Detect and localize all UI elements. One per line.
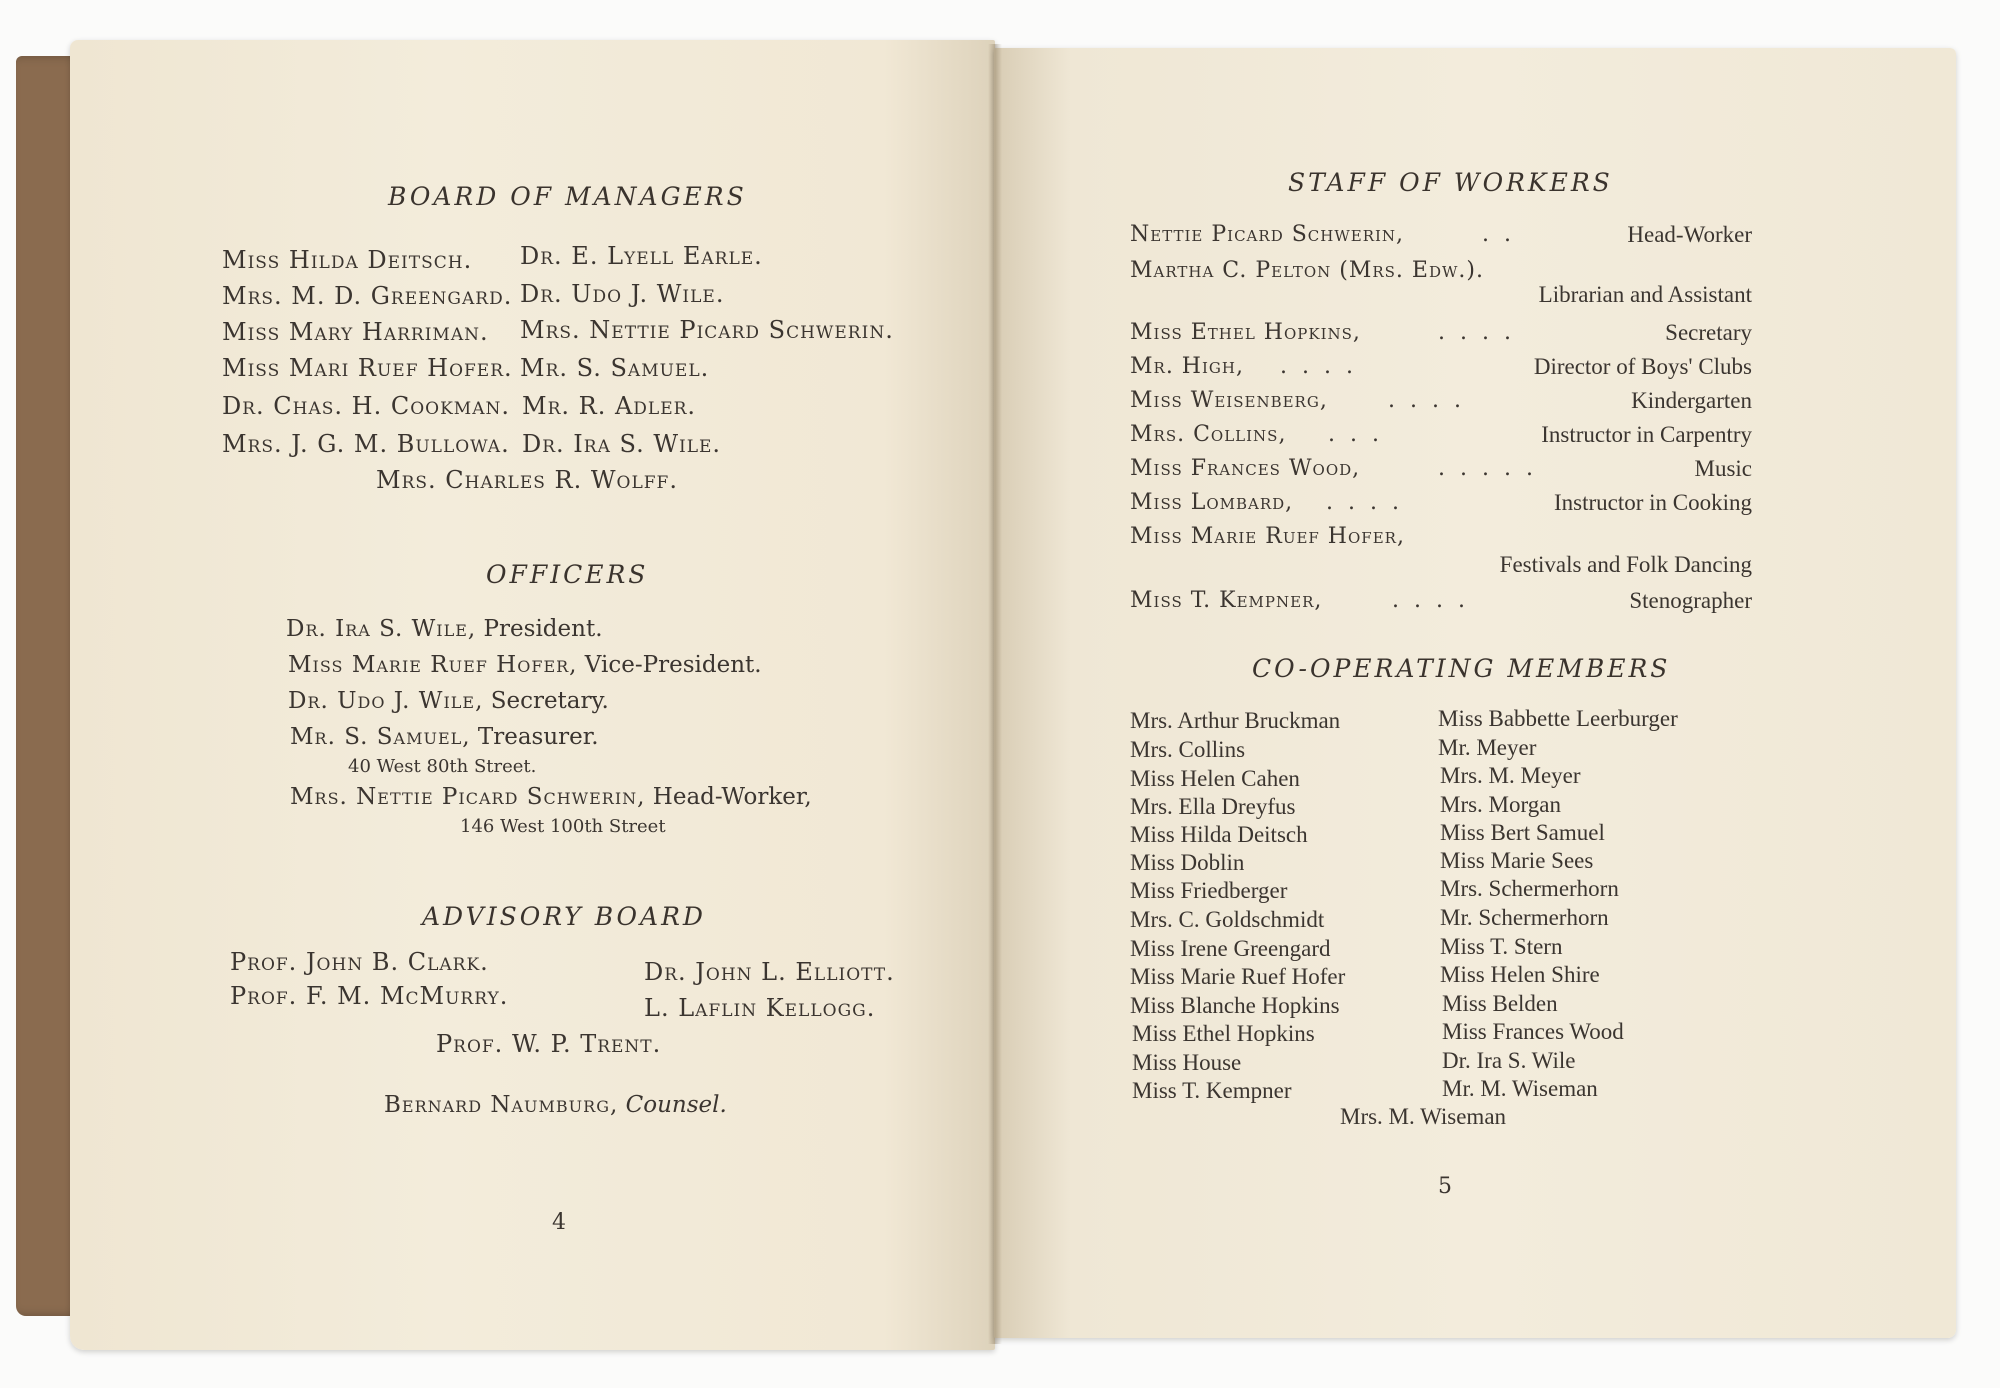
staff-row [1130,524,1752,554]
staff-row [1130,588,1752,618]
staff-name: Mr. High, [1130,354,1244,379]
member-name: Miss Ethel Hopkins [1132,1021,1315,1046]
advisory-member: Prof. F. M. McMurry. [230,982,509,1010]
staff-role: Instructor in Carpentry [1541,422,1752,447]
member-name: Mr. M. Wiseman [1442,1076,1598,1101]
member-name: Miss Helen Cahen [1130,766,1300,791]
leader-dots: . . . . [1392,588,1469,613]
board-member: Miss Mary Harriman. [222,318,489,346]
officer-name: Mrs. Nettie Picard Schwerin, [290,784,646,810]
staff-name: Miss Lombard, [1130,490,1294,515]
staff-role: Music [1694,456,1752,481]
staff-role: Instructor in Cooking [1553,490,1752,515]
staff-name: Miss Frances Wood, [1130,456,1361,481]
staff-name: Miss Ethel Hopkins, [1130,320,1361,345]
staff-role: Head-Worker [1627,222,1752,247]
counsel-name: Bernard Naumburg, [384,1092,619,1118]
officer-president [286,616,603,642]
book-gutter [988,44,1002,1344]
staff-of-workers-title: STAFF OF WORKERS [1288,168,1613,197]
member-name: Miss Bert Samuel [1440,820,1605,845]
member-name: Miss T. Stern [1440,934,1563,959]
member-name: Mrs. Ella Dreyfus [1130,794,1296,819]
board-member: Mrs. Nettie Picard Schwerin. [520,316,894,344]
counsel-line [384,1092,727,1118]
advisory-member: L. Laflin Kellogg. [644,994,876,1022]
member-name: Mr. Schermerhorn [1440,905,1609,930]
staff-name: Mrs. Collins, [1130,422,1287,447]
page-number-left: 4 [552,1210,566,1235]
member-name: Mrs. Collins [1130,737,1246,762]
officer-secretary [288,688,609,714]
board-of-managers-title: BOARD OF MANAGERS [388,182,747,211]
officer-role: Secretary. [483,688,609,714]
staff-row [1130,456,1752,486]
page-number-right: 5 [1438,1174,1452,1199]
board-member: Dr. Udo J. Wile. [520,280,725,308]
member-name: Miss Doblin [1130,850,1245,875]
staff-row [1130,320,1752,350]
board-member: Miss Mari Ruef Hofer. [222,354,513,382]
board-member: Mr. R. Adler. [522,392,697,420]
member-name: Miss T. Kempner [1132,1078,1292,1103]
member-name: Mrs. C. Goldschmidt [1130,907,1325,932]
staff-row [1130,388,1752,418]
staff-row [1130,422,1752,452]
leader-dots: . . . . [1280,354,1357,379]
staff-name: Miss T. Kempner, [1130,588,1323,613]
officer-role: Treasurer. [470,724,599,750]
leader-dots: . . . . [1438,320,1515,345]
member-name: Mrs. Schermerhorn [1440,876,1619,901]
member-name: Mrs. M. Meyer [1440,763,1581,788]
staff-role: Secretary [1665,320,1752,345]
member-name: Mrs. Arthur Bruckman [1130,708,1341,733]
counsel-role: Counsel. [625,1092,727,1118]
officer-head-worker [290,784,812,810]
officer-role: President. [476,616,603,642]
staff-row [1130,282,1752,312]
board-member: Mrs. Charles R. Wolff. [376,466,678,494]
officer-name: Miss Marie Ruef Hofer, [288,652,578,678]
advisory-member: Dr. John L. Elliott. [644,958,895,986]
officer-role: Head-Worker, [645,784,812,810]
member-name: Miss Babbette Leerburger [1438,706,1678,731]
board-member: Mrs. J. G. M. Bullowa. [222,430,510,458]
member-name: Mrs. M. Wiseman [1340,1104,1507,1129]
member-name: Miss House [1132,1050,1242,1075]
officer-name: Dr. Ira S. Wile, [286,616,477,642]
cooperating-members-title: CO-OPERATING MEMBERS [1252,654,1671,683]
staff-row [1130,354,1752,384]
leader-dots: . . . [1328,422,1383,447]
member-name: Miss Marie Sees [1440,848,1594,873]
officer-name: Dr. Udo J. Wile, [288,688,484,714]
leader-dots: . . . . [1388,388,1465,413]
member-name: Miss Irene Greengard [1130,936,1331,961]
advisory-member: Prof. W. P. Trent. [436,1030,662,1058]
member-name: Miss Friedberger [1130,878,1288,903]
staff-role: Kindergarten [1631,388,1752,413]
treasurer-address: 40 West 80th Street. [348,756,537,777]
board-member: Dr. E. Lyell Earle. [520,242,763,270]
staff-row [1130,222,1752,252]
staff-name: Martha C. Pelton (Mrs. Edw.). [1130,258,1484,283]
staff-role: Stenographer [1629,588,1752,613]
board-member: Dr. Chas. H. Cookman. [222,392,510,420]
staff-role: Festivals and Folk Dancing [1499,552,1752,577]
member-name: Miss Belden [1442,991,1558,1016]
staff-name: Miss Marie Ruef Hofer, [1130,524,1405,549]
staff-name: Miss Weisenberg, [1130,388,1328,413]
member-name: Mr. Meyer [1438,735,1537,760]
member-name: Miss Hilda Deitsch [1130,822,1308,847]
board-member: Mrs. M. D. Greengard. [222,282,513,310]
leader-dots: . . . . [1326,490,1403,515]
staff-row [1130,552,1752,582]
advisory-member: Prof. John B. Clark. [230,948,489,976]
member-name: Dr. Ira S. Wile [1442,1048,1576,1073]
board-member: Dr. Ira S. Wile. [522,430,722,458]
officers-title: OFFICERS [486,560,649,589]
officer-role: Vice-President. [577,652,762,678]
head-worker-address: 146 West 100th Street [460,816,666,837]
officer-treasurer [290,724,599,750]
board-member: Miss Hilda Deitsch. [222,246,473,274]
member-name: Mrs. Morgan [1440,792,1561,817]
leader-dots: . . . . . [1438,456,1537,481]
leader-dots: . . [1482,222,1515,247]
staff-role: Director of Boys' Clubs [1533,354,1752,379]
member-name: Miss Frances Wood [1442,1019,1624,1044]
staff-row [1130,490,1752,520]
staff-role: Librarian and Assistant [1538,282,1752,307]
advisory-board-title: ADVISORY BOARD [422,902,706,931]
staff-name: Nettie Picard Schwerin, [1130,222,1405,247]
member-name: Miss Blanche Hopkins [1130,993,1340,1018]
member-name: Miss Marie Ruef Hofer [1130,964,1346,989]
officer-name: Mr. S. Samuel, [290,724,471,750]
member-name: Miss Helen Shire [1440,962,1600,987]
board-member: Mr. S. Samuel. [520,354,710,382]
officer-vice-president [288,652,762,678]
